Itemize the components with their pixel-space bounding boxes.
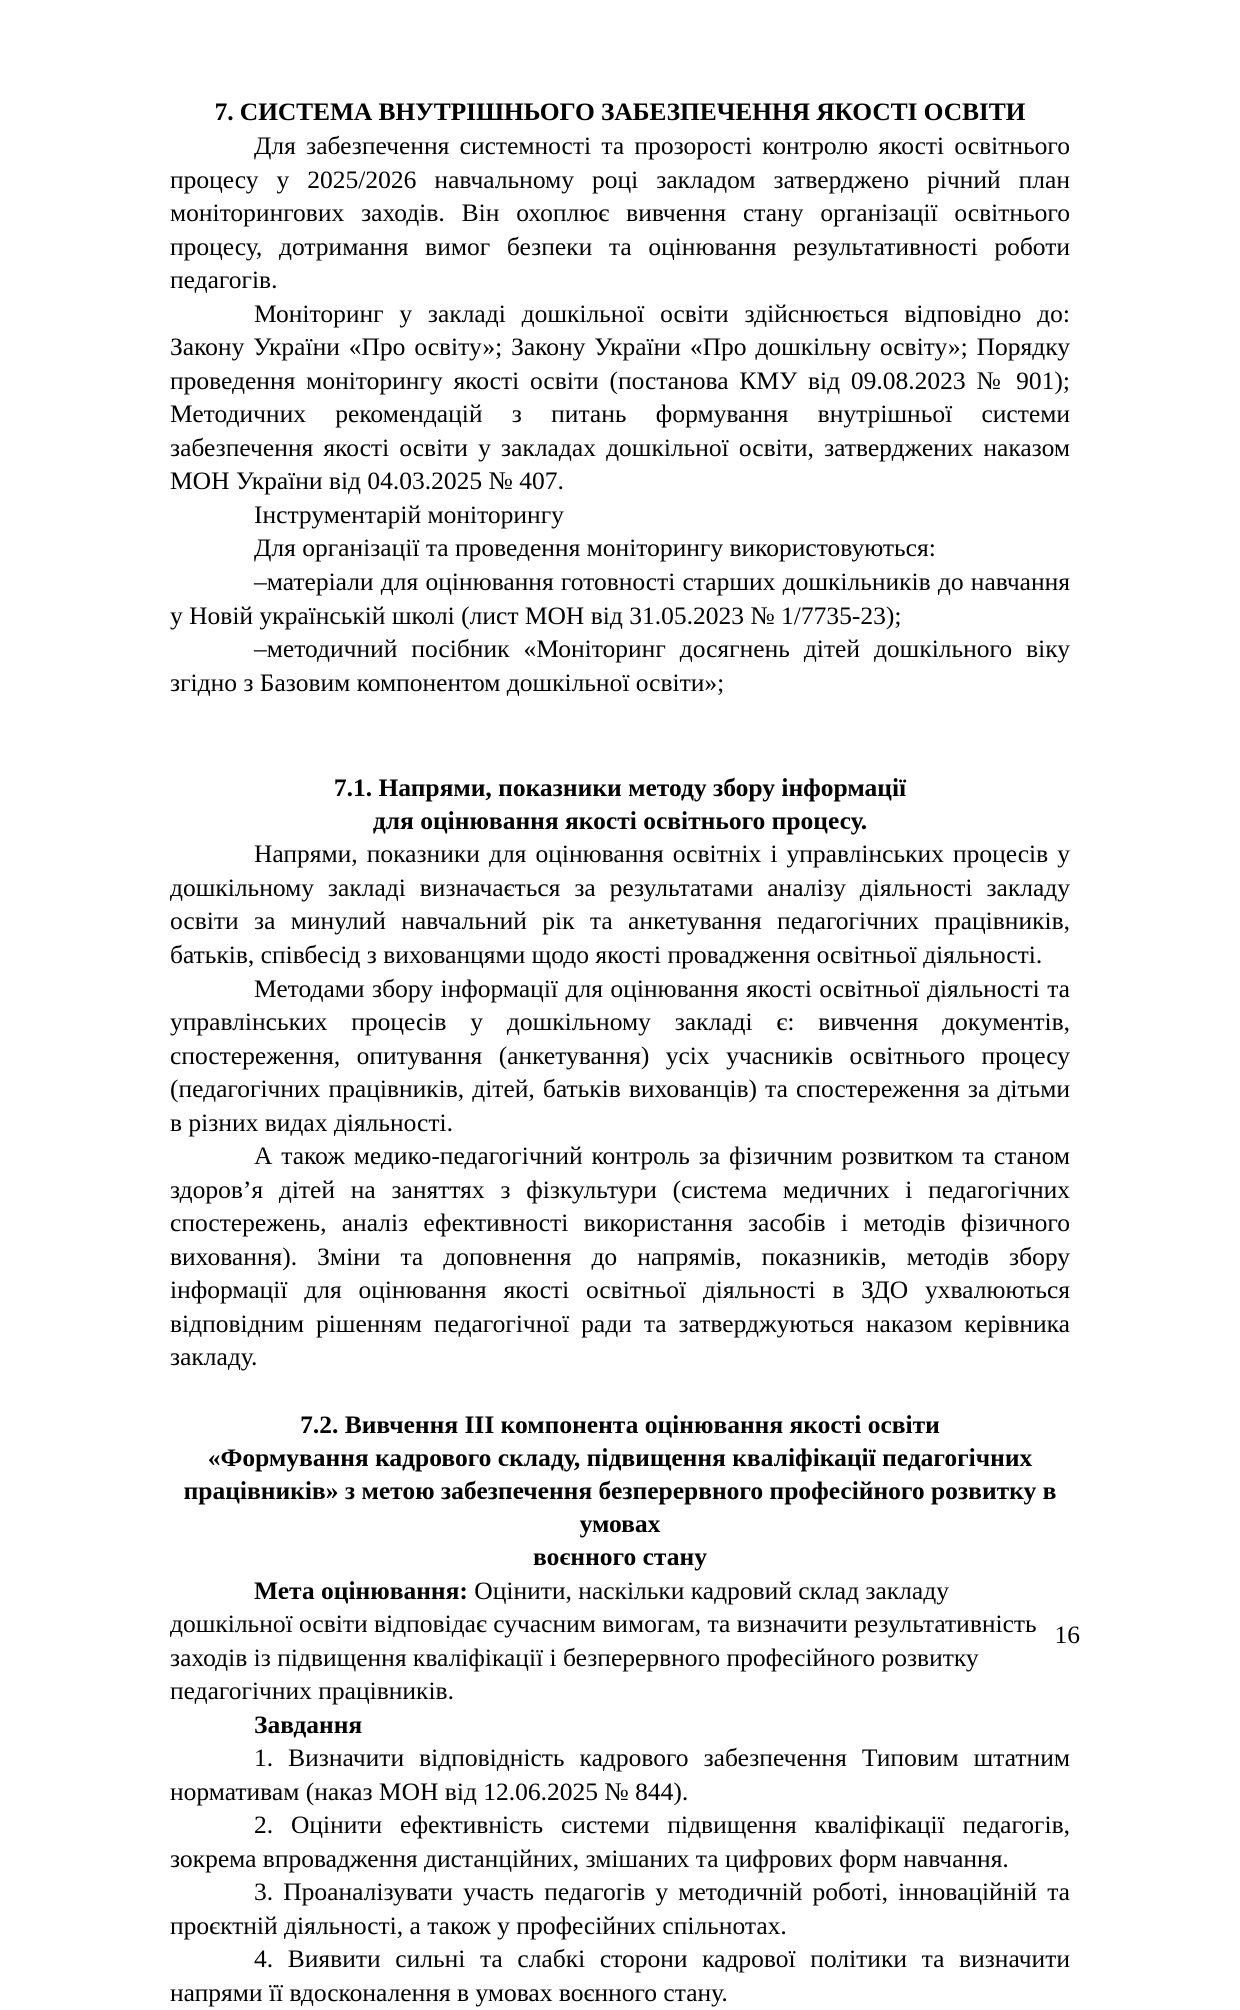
list-item: 2. Оцінити ефективність системи підвищення кваліфікації педагогів, зокрема впровадження дистанційних, змішаних та цифрових форм навчання. <box>170 1810 1070 1873</box>
section-71-paragraph-3: А також медико-педагогічний контроль за фізичним розвитком та станом здоров’я дітей на заняттях з фізкультури (система медичних і педагогічних спостережень, аналіз ефективності використання засобів і методів фізичного виховання). Зміни та доповнення до напрямів, показників, методів збору інформації для оцінювання якості освітньої діяльності в ЗДО ухвалюються відповідним рішенням педагогічної ради та затверджуються наказом керівника закладу. <box>170 1141 1070 1372</box>
page-number: 16 <box>1054 1620 1080 1649</box>
section-72-heading-line-3: працівників» з метою забезпечення безперервного професійного розвитку в умовах <box>183 1476 1057 1539</box>
list-item: 1. Визначити відповідність кадрового забезпечення Типовим штатним нормативам (наказ МОН від 12.06.2025 № 844). <box>170 1743 1070 1806</box>
section-72-heading-line-1: 7.2. Вивчення ІІІ компонента оцінювання якості освіти <box>300 1409 940 1439</box>
goal-label: Мета оцінювання: <box>254 1575 468 1605</box>
list-item: –методичний посібник «Моніторинг досягнень дітей дошкільного віку згідно з Базовим компонентом дошкільної освіти»; <box>170 634 1070 697</box>
spacer <box>170 1374 1070 1408</box>
section-71-heading-line-2: для оцінювання якості освітнього процесу. <box>372 806 868 836</box>
section-71-heading-line-1: 7.1. Напрями, показники методу збору інформації <box>333 773 907 803</box>
tasks-label <box>170 1708 1070 1742</box>
paragraph-intro-2: Моніторинг у закладі дошкільної освіти здійснюється відповідно до: Закону України «Про освіту»; Закону України «Про дошкільну освіту»; Порядку проведення моніторингу якості освіти (постанова КМУ від 09.08.2023 № 901); Методичних рекомендацій з питань формування внутрішньої системи забезпечення якості освіти у закладах дошкільної освіти, затверджених наказом МОН України від 04.03.2025 № 407. <box>170 298 1070 496</box>
page-title: 7. СИСТЕМА ВНУТРІШНЬОГО ЗАБЕЗПЕЧЕННЯ ЯКОСТІ ОСВІТИ <box>214 97 1026 126</box>
paragraph-tools-lead: Для організації та проведення моніторингу використовуються: <box>254 533 936 563</box>
section-71-paragraph-1: Напрями, показники для оцінювання освітніх і управлінських процесів у дошкільному закладі визначається за результатами аналізу діяльності закладу освіти за минулий навчальний рік та анкетування педагогічних працівників, батьків, співбесід з вихованцями щодо якості провадження освітньої діяльності. <box>170 839 1070 970</box>
section-71-paragraph-2: Методами збору інформації для оцінювання якості освітньої діяльності та управлінських процесів у дошкільному закладі є: вивчення документів, спостереження, опитування (анкетування) усіх учасників освітнього процесу (педагогічних працівників, дітей, батьків вихованців) та спостереження за дітьми в різних видах діяльності. <box>170 973 1070 1137</box>
paragraph-tools-heading: Інструментарій моніторингу <box>254 499 564 529</box>
paragraph-intro-1: Для забезпечення системності та прозорості контролю якості освітнього процесу у 2025/2026 навчальному році закладом затверджено річний план моніторингових заходів. Він охоплює вивчення стану організації освітнього процесу, дотримання вимог безпеки та оцінювання результативності роботи педагогів. <box>170 131 1070 295</box>
section-72-heading-line-4: воєнного стану <box>533 1542 707 1572</box>
spacer <box>170 699 1070 771</box>
tasks-label-text: Завдання <box>254 1709 363 1739</box>
page-content <box>170 96 1070 2010</box>
list-item: 4. Виявити сильні та слабкі сторони кадрової політики та визначити напрями її вдосконалення в умовах воєнного стану. <box>170 1944 1070 2007</box>
section-72-goal <box>170 1574 1070 1708</box>
list-item: 3. Проаналізувати участь педагогів у методичній роботі, інноваційній та проєктній діяльності, а також у професійних спільнотах. <box>170 1877 1070 1940</box>
section-72-heading-line-2: «Формування кадрового складу, підвищення кваліфікації педагогічних <box>207 1443 1033 1473</box>
list-item: –матеріали для оцінювання готовності старших дошкільників до навчання у Новій українській школі (лист МОН від 31.05.2023 № 1/7735-23); <box>170 567 1070 630</box>
goal-text: Оцінити, наскільки кадровий склад закладу дошкільної освіти відповідає сучасним вимогам, та визначити результативність заходів із підвищення кваліфікації і безперервного професійного розвитку педагогічних працівників. <box>170 1575 1037 1706</box>
